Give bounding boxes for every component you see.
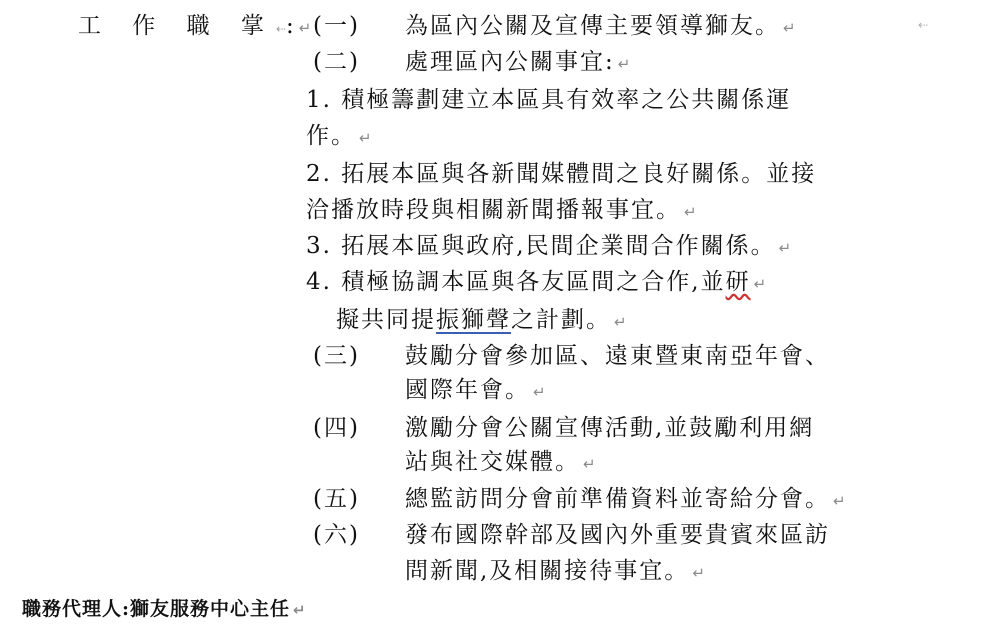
item-4-line-1 <box>313 410 814 446</box>
item-2-number: (二) <box>313 49 360 75</box>
item-4-text-a: 激勵分會公關宣傳活動,並鼓勵利用網 <box>405 415 815 441</box>
subitem-3-text: 3. 拓展本區與政府,民間企業間合作關係。 <box>306 233 776 259</box>
deputy-line <box>22 591 306 628</box>
subitem-4-text-b-post: 之計劃。 <box>511 307 611 333</box>
deputy-text: 職務代理人:獅友服務中心主任 <box>22 598 291 620</box>
item-2-text: 處理區內公關事宜: <box>405 49 615 75</box>
item-4-number: (四) <box>313 415 360 441</box>
subitem-1-text-b: 作。 <box>306 123 356 149</box>
subitem-3 <box>306 228 791 266</box>
item-6-line-1 <box>313 517 830 553</box>
item-1-text: 為區內公關及宣傳主要領導獅友。 <box>405 13 780 39</box>
item-3-line-1 <box>313 338 830 374</box>
subitem-4-text-a: 4. 積極協調本區與各友區間之合作,並 <box>306 269 726 295</box>
item-6-text-a: 發布國際幹部及國內外重要貴賓來區訪 <box>405 522 830 548</box>
item-1-number: (一) <box>313 13 360 39</box>
paragraph-mark: ↵ <box>684 203 697 221</box>
item-4-line-2 <box>405 444 596 482</box>
item-3-number: (三) <box>313 343 360 369</box>
paragraph-mark: ↵ <box>778 239 792 257</box>
paragraph-mark: ↵ <box>617 55 631 73</box>
subitem-1-text-a: 1. 積極籌劃建立本區具有效率之公共關係運 <box>306 87 792 113</box>
subitem-1-line-2 <box>306 118 372 156</box>
subitem-2-text-a: 2. 拓展本區與各新聞媒體間之良好關係。並接 <box>306 161 817 187</box>
tab-arrow-mark: ⇠ <box>918 18 929 32</box>
subitem-2-line-2 <box>306 192 697 230</box>
paragraph-mark: ↵ <box>298 19 312 37</box>
paragraph-mark: ↵ <box>359 129 372 147</box>
item-5-text: 總監訪問分會前準備資料並寄給分會。 <box>405 486 830 512</box>
paragraph-mark: ↵ <box>533 383 546 401</box>
paragraph-mark: ↵ <box>833 492 846 510</box>
item-6-line-2 <box>405 553 705 591</box>
item-4-text-b: 站與社交媒體。 <box>405 449 580 475</box>
paragraph-mark: ↵ <box>753 275 767 293</box>
item-3-line-2 <box>405 372 546 410</box>
item-3-text-a: 鼓勵分會參加區、遠東暨東南亞年會、 <box>405 343 830 369</box>
item-5 <box>313 481 846 519</box>
subitem-2-text-b: 洽播放時段與相關新聞播報事宜。 <box>306 197 681 223</box>
subitem-2-line-1 <box>306 156 816 192</box>
item-3-text-b: 國際年會。 <box>405 377 530 403</box>
item-6-text-b: 問新聞,及相關接待事宜。 <box>405 558 690 584</box>
item-1 <box>313 8 796 46</box>
paragraph-mark: ↵ <box>692 564 705 582</box>
subitem-4-text-b-pre: 擬共同提 <box>336 307 436 333</box>
grammar-flagged-word: 振獅聲 <box>436 307 511 333</box>
item-2 <box>313 44 630 82</box>
duty-label-colon: : <box>286 13 296 39</box>
duty-label-line <box>78 8 311 47</box>
subitem-1-line-1 <box>306 82 791 118</box>
paragraph-mark: ↵ <box>293 601 306 619</box>
item-6-number: (六) <box>313 522 360 548</box>
item-5-number: (五) <box>313 486 360 512</box>
subitem-4-line-1 <box>306 264 766 302</box>
subitem-4-line-2 <box>336 302 627 340</box>
spellcheck-flagged-word: 研 <box>725 269 751 295</box>
paragraph-mark: ↵ <box>614 313 627 331</box>
duty-label: 工 作 職 掌 <box>78 13 276 39</box>
tab-arrow-mark: ⇠ <box>275 22 286 36</box>
paragraph-mark: ↵ <box>583 455 596 473</box>
paragraph-mark: ↵ <box>783 19 796 37</box>
